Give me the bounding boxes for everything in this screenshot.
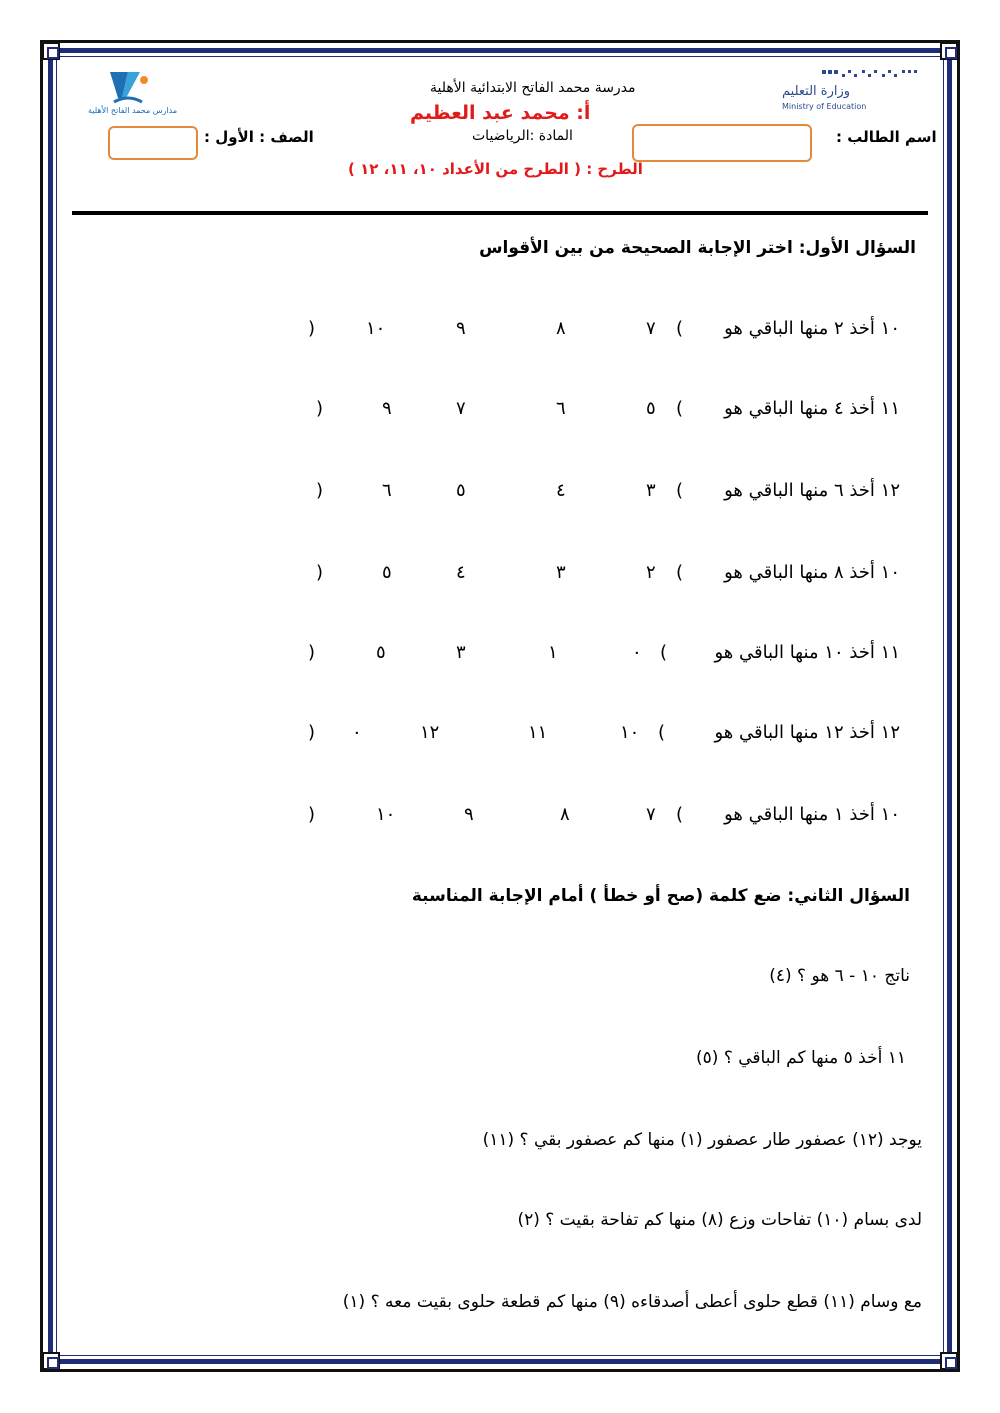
corner-ornament [940, 1352, 958, 1370]
mcq-option[interactable]: ٤ [556, 480, 566, 501]
mcq-stem: ١٠ أخذ ٢ منها الباقي هو [724, 318, 900, 339]
paren-close: ) [308, 804, 316, 825]
mcq-option[interactable]: ١١ [528, 722, 548, 743]
tf-statement-1: ناتج ١٠ - ٦ هو ؟ (٤) [769, 966, 910, 986]
mcq-option[interactable]: ٩ [456, 318, 466, 339]
tf-statement-3: يوجد (١٢) عصفور طار عصفور (١) منها كم عصفور بقي ؟ (١١) [482, 1130, 922, 1150]
tf-statement-5: مع وسام (١١) قطع حلوى أعطى أصدقاءه (٩) منها كم قطعة حلوى بقيت معه ؟ (١) [342, 1292, 922, 1312]
grade-input[interactable] [108, 126, 198, 160]
ministry-logo [782, 68, 922, 118]
school-logo [88, 68, 188, 118]
corner-ornament [42, 42, 60, 60]
school-logo-caption: مدارس محمد الفاتح الأهلية [88, 106, 178, 115]
mcq-stem: ١٢ أخذ ٦ منها الباقي هو [724, 480, 900, 501]
mcq-option[interactable]: ٨ [560, 804, 570, 825]
mcq-row [290, 398, 900, 428]
student-name-label: اسم الطالب : [836, 128, 937, 146]
mcq-option[interactable]: ٢ [646, 562, 656, 583]
mcq-option[interactable]: ٦ [556, 398, 566, 419]
school-name: مدرسة محمد الفاتح الابتدائية الأهلية [430, 80, 636, 96]
paren-close: ) [308, 318, 316, 339]
paren-open: ( [676, 318, 684, 339]
mcq-option[interactable]: ٥ [646, 398, 656, 419]
paren-open: ( [676, 398, 684, 419]
mcq-option[interactable]: ٥ [456, 480, 466, 501]
mcq-stem: ١٢ أخذ ١٢ منها الباقي هو [714, 722, 900, 743]
mcq-option[interactable]: ٦ [382, 480, 392, 501]
header-divider [72, 211, 928, 215]
mcq-option[interactable]: ١٠ [366, 318, 386, 339]
mcq-option[interactable]: ٥ [382, 562, 392, 583]
mcq-option[interactable]: ١ [548, 642, 558, 663]
mcq-option[interactable]: ٥ [376, 642, 386, 663]
paren-open: ( [658, 722, 666, 743]
mcq-option[interactable]: ١٠ [620, 722, 640, 743]
paren-open: ( [660, 642, 668, 663]
mcq-option[interactable]: ٣ [646, 480, 656, 501]
mcq-row [290, 318, 900, 348]
ministry-name-ar: وزارة التعليم [782, 84, 851, 99]
mcq-option[interactable]: ٠ [632, 642, 642, 663]
mcq-stem: ١١ أخذ ٤ منها الباقي هو [724, 398, 900, 419]
paren-open: ( [676, 804, 684, 825]
corner-ornament [42, 1352, 60, 1370]
tf-statement-4: لدى بسام (١٠) تفاحات وزع (٨) منها كم تفاحة بقيت ؟ (٢) [517, 1210, 922, 1230]
mcq-row [290, 722, 900, 752]
mcq-option[interactable]: ٤ [456, 562, 466, 583]
mcq-row [290, 480, 900, 510]
mcq-option[interactable]: ٣ [556, 562, 566, 583]
lesson-title: الطرح : ( الطرح من الأعداد ١٠، ١١، ١٢ ) [348, 160, 643, 178]
ministry-name-en: Ministry of Education [782, 102, 867, 111]
corner-ornament [940, 42, 958, 60]
mcq-stem: ١١ أخذ ١٠ منها الباقي هو [714, 642, 900, 663]
paren-close: ) [316, 398, 324, 419]
question1-title: السؤال الأول: اختر الإجابة الصحيحة من بين الأقواس [479, 238, 916, 258]
mcq-row [290, 804, 900, 834]
mcq-option[interactable]: ٣ [456, 642, 466, 663]
mcq-option[interactable]: ٧ [646, 804, 656, 825]
mcq-option[interactable]: ٩ [382, 398, 392, 419]
mcq-row [290, 562, 900, 592]
mcq-option[interactable]: ٠ [352, 722, 362, 743]
paren-open: ( [676, 480, 684, 501]
paren-open: ( [676, 562, 684, 583]
student-name-input[interactable] [632, 124, 812, 162]
subject-label: المادة :الرياضيات [472, 128, 573, 144]
mcq-option[interactable]: ١٠ [376, 804, 396, 825]
paren-close: ) [316, 480, 324, 501]
mcq-option[interactable]: ٨ [556, 318, 566, 339]
paren-close: ) [308, 722, 316, 743]
mcq-option[interactable]: ٧ [646, 318, 656, 339]
mcq-stem: ١٠ أخذ ٨ منها الباقي هو [724, 562, 900, 583]
mcq-option[interactable]: ٩ [464, 804, 474, 825]
tf-statement-2: ١١ أخذ ٥ منها كم الباقي ؟ (٥) [696, 1048, 906, 1068]
teacher-name: أ: محمد عبد العظيم [410, 102, 591, 124]
grade-label: الصف : الأول : [204, 128, 314, 146]
mcq-row [290, 642, 900, 672]
paren-close: ) [316, 562, 324, 583]
paren-close: ) [308, 642, 316, 663]
mcq-option[interactable]: ١٢ [420, 722, 440, 743]
question2-title: السؤال الثاني: ضع كلمة (صح أو خطأ ) أمام الإجابة المناسبة [411, 886, 910, 906]
mcq-option[interactable]: ٧ [456, 398, 466, 419]
mcq-stem: ١٠ أخذ ١ منها الباقي هو [724, 804, 900, 825]
